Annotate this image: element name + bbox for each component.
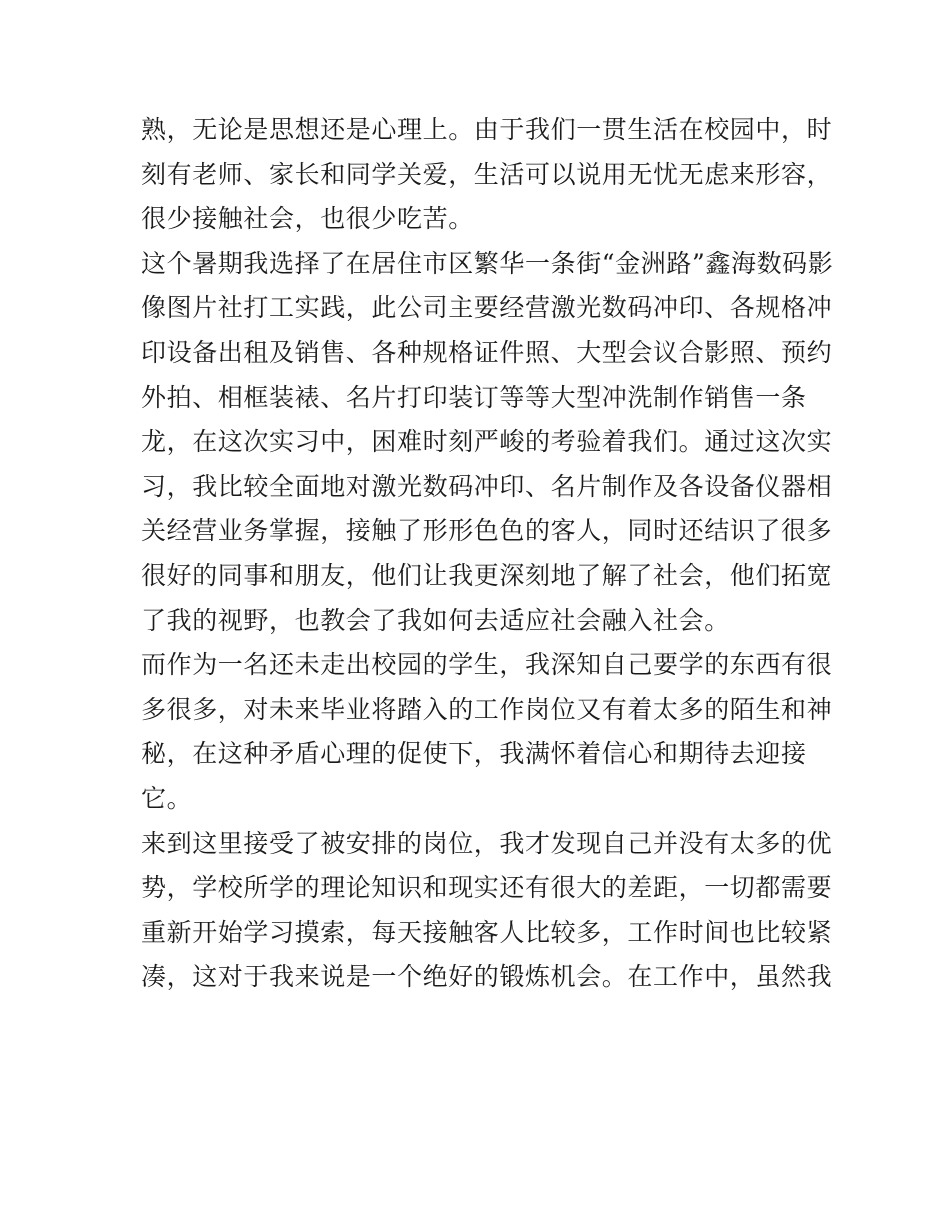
text-line: 而作为一名还未走出校园的学生，我深知自己要学的东西有很 [141, 650, 833, 680]
text-line: 这个暑期我选择了在居住市区繁华一条街“金洲路”鑫海数码影 [141, 248, 834, 278]
text-line: 势，学校所学的理论知识和现实还有很大的差距，一切都需要 [141, 873, 833, 903]
paragraph [141, 643, 833, 821]
paragraph [141, 108, 833, 242]
document-body [141, 108, 834, 1000]
text-line: 龙，在这次实习中，困难时刻严峻的考验着我们。通过这次实 [141, 427, 833, 457]
text-line: 熟，无论是思想还是心理上。由于我们一贯生活在校园中，时 [141, 115, 833, 144]
text-line: 了我的视野，也教会了我如何去适应社会融入社会。 [141, 605, 730, 635]
text-line: 刻有老师、家长和同学关爱，生活可以说用无忧无虑来形容， [141, 159, 833, 189]
text-line: 重新开始学习摸索，每天接触客人比较多，工作时间也比较紧 [141, 917, 833, 947]
text-line: 像图片社打工实践，此公司主要经营激光数码冲印、各规格冲 [141, 293, 833, 323]
text-line: 很好的同事和朋友，他们让我更深刻地了解了社会，他们拓宽 [141, 560, 833, 590]
text-line: 凑，这对于我来说是一个绝好的锻炼机会。在工作中，虽然我 [141, 962, 833, 992]
text-line: 习，我比较全面地对激光数码冲印、名片制作及各设备仪器相 [141, 471, 833, 501]
paragraph [141, 822, 833, 1000]
text-line: 来到这里接受了被安排的岗位，我才发现自己并没有太多的优 [141, 828, 833, 858]
text-line: 它。 [141, 783, 193, 813]
paragraph [141, 242, 834, 643]
text-line: 印设备出租及销售、各种规格证件照、大型会议合影照、预约 [141, 337, 833, 367]
text-line: 多很多，对未来毕业将踏入的工作岗位又有着太多的陌生和神 [141, 694, 833, 724]
text-line: 外拍、相框装裱、名片打印装订等等大型冲洗制作销售一条 [141, 382, 807, 412]
text-line: 关经营业务掌握，接触了形形色色的客人，同时还结识了很多 [141, 516, 833, 546]
text-line: 很少接触社会，也很少吃苦。 [141, 204, 474, 234]
text-line: 秘，在这种矛盾心理的促使下，我满怀着信心和期待去迎接 [141, 739, 807, 769]
